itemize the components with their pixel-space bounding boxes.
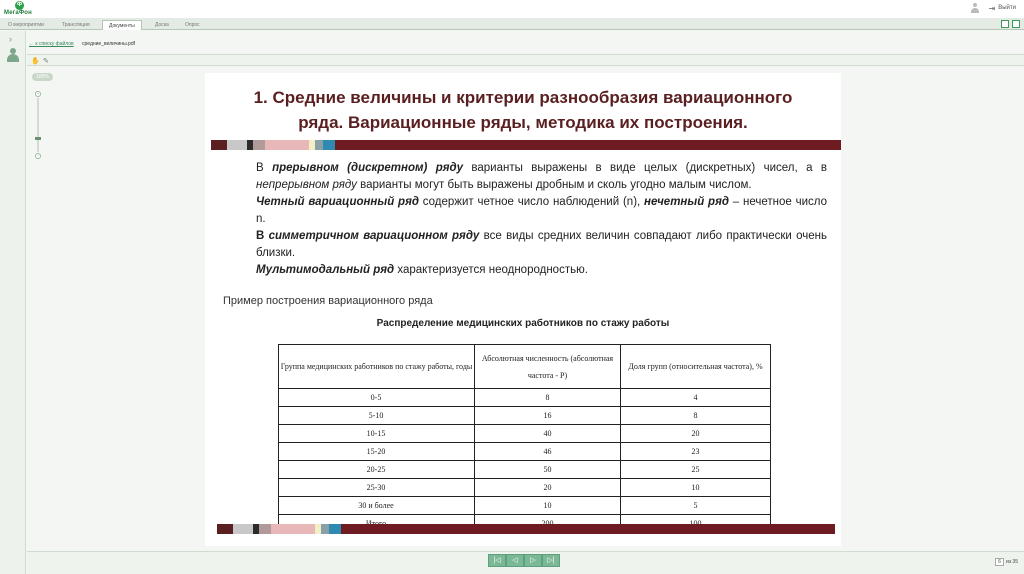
- zoom-out-icon[interactable]: −: [36, 153, 40, 158]
- slide-title-line-2: ряда. Вариационные ряды, методика их построения.: [298, 113, 748, 132]
- stripe-segment: [329, 524, 341, 534]
- table-row: [279, 461, 771, 479]
- pen-tool-icon[interactable]: ✎: [43, 58, 49, 65]
- table-cell: 20: [475, 479, 621, 497]
- stripe-segment: [271, 524, 315, 534]
- table-cell: 25-30: [279, 479, 475, 497]
- table-cell: 5-10: [279, 407, 475, 425]
- slide-title-line-1: 1. Средние величины и критерии разнообразия вариационного: [253, 88, 793, 107]
- table-title: Распределение медицинских работников по стажу работы: [376, 318, 670, 329]
- breadcrumb: [27, 38, 1024, 52]
- stripe-segment: [259, 524, 271, 534]
- table-row: [279, 425, 771, 443]
- table-cell: 50: [475, 461, 621, 479]
- stripe-segment: [217, 524, 233, 534]
- stripe-segment: [315, 140, 323, 150]
- back-to-files-link[interactable]: ← к списку файлов: [29, 41, 74, 47]
- logo-text: МегаФон: [4, 10, 32, 16]
- paragraph-4: Мультимодальный ряд характеризуется неоднородностью.: [256, 264, 588, 276]
- window-maximize-button[interactable]: [1012, 20, 1020, 28]
- zoom-handle[interactable]: [35, 137, 41, 140]
- example-title: Пример построения вариационного ряда: [223, 295, 433, 307]
- zoom-track[interactable]: [37, 98, 39, 152]
- table-header-row: [279, 345, 771, 389]
- stripe-segment: [233, 524, 253, 534]
- page-total: из 35: [1005, 559, 1018, 565]
- header-share: Доля групп (относительная частота), %: [621, 345, 771, 389]
- table-cell: 46: [475, 443, 621, 461]
- paragraph-2: Четный вариационный ряд содержит четное число наблюдений (n), нечетный ряд – нечетное число n.: [256, 196, 827, 225]
- decorative-stripe-bottom: [217, 524, 835, 534]
- table-cell: 10: [475, 497, 621, 515]
- left-sidebar: [0, 31, 26, 574]
- table-cell: 15-20: [279, 443, 475, 461]
- stripe-segment: [323, 140, 335, 150]
- header-absolute: Абсолютная численность (абсолютная частота - Р): [475, 345, 621, 389]
- page-number-input[interactable]: 6: [995, 558, 1004, 566]
- next-page-button[interactable]: ▷: [524, 554, 542, 567]
- tab-poll[interactable]: Опрос: [185, 22, 200, 28]
- top-bar: [0, 0, 1024, 18]
- table-row: [279, 443, 771, 461]
- decorative-stripe-top: [211, 140, 841, 150]
- zoom-slider[interactable]: [35, 91, 41, 159]
- last-page-button[interactable]: ▷|: [542, 554, 560, 567]
- table-cell: 40: [475, 425, 621, 443]
- megafon-logo: [4, 1, 44, 17]
- stripe-segment: [335, 140, 841, 150]
- exit-button[interactable]: [989, 4, 1016, 13]
- table-cell: 23: [621, 443, 771, 461]
- bottom-bar: [27, 551, 1024, 574]
- stripe-segment: [341, 524, 835, 534]
- table-row: [279, 389, 771, 407]
- table-cell: 4: [621, 389, 771, 407]
- table-cell: 0-5: [279, 389, 475, 407]
- stripe-segment: [265, 140, 309, 150]
- table-row: [279, 407, 771, 425]
- header-group: Группа медицинских работников по стажу работы, годы: [279, 345, 475, 389]
- prev-page-button[interactable]: ◁: [506, 554, 524, 567]
- table-cell: 16: [475, 407, 621, 425]
- zoom-in-icon[interactable]: +: [36, 91, 40, 96]
- slide-title: [205, 85, 841, 135]
- stripe-segment: [321, 524, 329, 534]
- window-restore-button[interactable]: [1001, 20, 1009, 28]
- distribution-table: [278, 344, 771, 533]
- page-indicator: [995, 558, 1018, 566]
- table-cell: 8: [621, 407, 771, 425]
- document-toolbar: [27, 54, 1024, 66]
- file-name: средние_величины.pdf: [82, 41, 136, 47]
- paragraph-1: В прерывном (дискретном) ряду варианты выражены в виде целых (дискретных) чисел, а в непрерывном ряду варианты могут быть выражены дробным и сколь угодно малым числом.: [256, 162, 827, 191]
- table-row: [279, 497, 771, 515]
- slide-page: [205, 73, 841, 546]
- hand-tool-icon[interactable]: ✋: [31, 58, 40, 65]
- tab-bar: [0, 18, 1024, 30]
- table-cell: 25: [621, 461, 771, 479]
- tab-documents[interactable]: Документы: [102, 20, 142, 30]
- zoom-level: 100%: [32, 73, 53, 81]
- chevron-right-icon[interactable]: ›: [9, 34, 12, 44]
- stripe-segment: [253, 140, 265, 150]
- stripe-segment: [227, 140, 247, 150]
- table-cell: 30 и более: [279, 497, 475, 515]
- table-cell: 10-15: [279, 425, 475, 443]
- table-cell: 5: [621, 497, 771, 515]
- table-cell: 20-25: [279, 461, 475, 479]
- slide-body: [227, 160, 827, 279]
- paragraph-3: В симметричном вариационном ряду все виды средних величин совпадают либо практически очень близки.: [256, 230, 827, 259]
- participant-icon[interactable]: [7, 48, 19, 62]
- exit-label: Выйти: [998, 5, 1016, 11]
- first-page-button[interactable]: |◁: [488, 554, 506, 567]
- table-cell: 10: [621, 479, 771, 497]
- page-navigation: [488, 554, 560, 567]
- tab-about[interactable]: О мероприятии: [8, 22, 44, 28]
- user-icon[interactable]: [971, 3, 979, 13]
- tab-board[interactable]: Доска: [155, 22, 169, 28]
- table-cell: 8: [475, 389, 621, 407]
- stripe-segment: [211, 140, 227, 150]
- exit-icon: ⇥: [988, 3, 996, 13]
- table-row: [279, 479, 771, 497]
- table-cell: 20: [621, 425, 771, 443]
- logo-icon: Ф: [16, 2, 23, 8]
- tab-broadcast[interactable]: Трансляция: [62, 22, 90, 28]
